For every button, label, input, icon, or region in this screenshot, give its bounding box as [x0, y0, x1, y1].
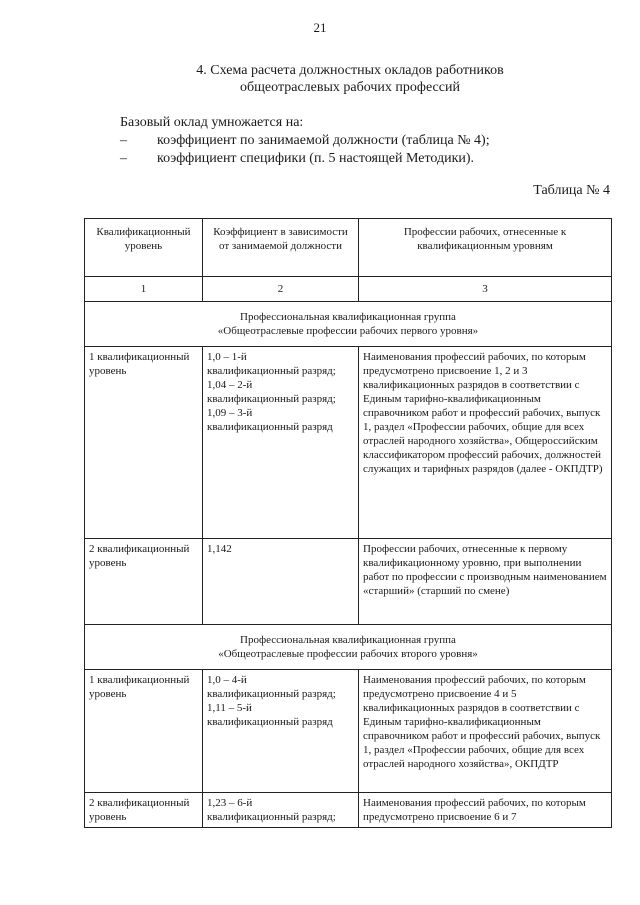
column-number: 2	[203, 277, 359, 302]
header-coefficient: Коэффициент в зависимости от занимаемой должности	[203, 219, 359, 277]
coefficient-line: квалификационный разряд	[207, 421, 333, 433]
coefficient-line: квалификационный разряд;	[207, 688, 336, 700]
level-cell: 2 квалификационный уровень	[85, 539, 203, 625]
professions-cell: Наименования профессий рабочих, по которым предусмотрено присвоение 4 и 5 квалификационных разрядов в соответствии с Единым тарифно-квалификационным справочником работ и профессий рабочих, выпуск 1, раздел «Профессии рабочих, общие для всех отраслей народного хозяйства», ОКПДТР	[359, 670, 612, 793]
bullet-dash: –	[120, 151, 127, 166]
section-heading	[150, 62, 550, 96]
professions-cell: Наименования профессий рабочих, по которым предусмотрено присвоение 6 и 7	[359, 793, 612, 828]
heading-line-2: общеотраслевых рабочих профессий	[240, 80, 460, 95]
intro-bullet	[120, 132, 490, 150]
bullet-text: коэффициент специфики (п. 5 настоящей Методики).	[157, 151, 475, 166]
intro-block	[120, 114, 490, 168]
professions-cell: Профессии рабочих, отнесенные к первому квалификационному уровню, при выполнении работ по профессии с производным наименованием «старший» (старший по смене)	[359, 539, 612, 625]
coefficient-line: 1,142	[207, 543, 232, 555]
coefficient-line: 1,0 – 4-й	[207, 674, 247, 686]
coefficient-line: квалификационный разряд;	[207, 393, 336, 405]
group-title-line-1: Профессиональная квалификационная группа	[240, 311, 456, 323]
coefficient-line: 1,23 – 6-й	[207, 797, 253, 809]
level-cell: 1 квалификационный уровень	[85, 347, 203, 539]
header-professions: Профессии рабочих, отнесенные к квалификационным уровням	[359, 219, 612, 277]
bullet-dash: –	[120, 133, 127, 148]
group-title-line-2: «Общеотраслевые профессии рабочих первого уровня»	[217, 325, 479, 337]
intro-bullet	[120, 150, 490, 168]
coefficient-cell	[203, 539, 359, 625]
coefficient-line: 1,0 – 1-й	[207, 351, 247, 363]
table-header-row	[85, 219, 612, 277]
table-row	[85, 539, 612, 625]
coefficient-line: 1,04 – 2-й	[207, 379, 253, 391]
professions-cell: Наименования профессий рабочих, по которым предусмотрено присвоение 1, 2 и 3 квалификационных разрядов в соответствии с Единым тарифно-квалификационным справочником работ и профессий рабочих, выпуск 1, раздел «Профессии рабочих, общие для всех отраслей народного хозяйства», Общероссийским классификатором профессий рабочих, должностей служащих и тарифных разрядов (далее - ОКПДТР)	[359, 347, 612, 539]
column-number: 3	[359, 277, 612, 302]
group-title	[85, 625, 612, 670]
page-number: 21	[313, 20, 327, 35]
group-header-row	[85, 302, 612, 347]
coefficient-cell	[203, 670, 359, 793]
coefficient-line: 1,11 – 5-й	[207, 702, 252, 714]
coefficient-cell	[203, 347, 359, 539]
group-title	[85, 302, 612, 347]
bullet-text: коэффициент по занимаемой должности (таблица № 4);	[157, 133, 490, 148]
header-level: Квалификационный уровень	[85, 219, 203, 277]
coefficient-line: квалификационный разряд;	[207, 811, 336, 823]
coefficient-line: квалификационный разряд;	[207, 365, 336, 377]
intro-lead: Базовый оклад умножается на:	[120, 115, 304, 130]
qualification-table	[84, 218, 612, 828]
group-header-row	[85, 625, 612, 670]
heading-line-1: 4. Схема расчета должностных окладов работников	[196, 63, 504, 78]
table-row	[85, 347, 612, 539]
column-number: 1	[85, 277, 203, 302]
group-title-line-1: Профессиональная квалификационная группа	[240, 634, 456, 646]
table-row	[85, 793, 612, 828]
table-label: Таблица № 4	[533, 183, 610, 198]
coefficient-cell	[203, 793, 359, 828]
coefficient-line: квалификационный разряд	[207, 716, 333, 728]
coefficient-line: 1,09 – 3-й	[207, 407, 253, 419]
table-row	[85, 670, 612, 793]
table-number-row	[85, 277, 612, 302]
group-title-line-2: «Общеотраслевые профессии рабочих второго уровня»	[218, 648, 478, 660]
level-cell: 2 квалификационный уровень	[85, 793, 203, 828]
level-cell: 1 квалификационный уровень	[85, 670, 203, 793]
